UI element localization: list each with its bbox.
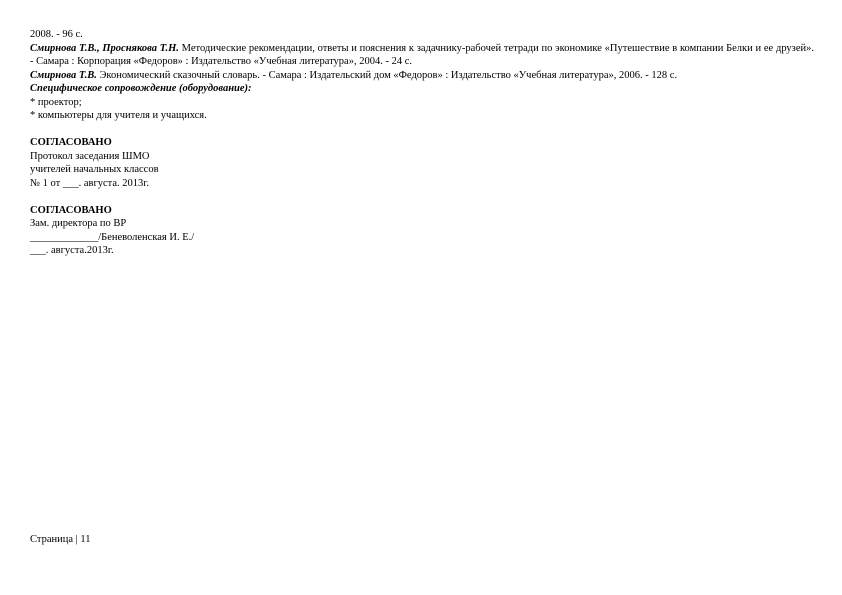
approval-2-line: Зам. директора по ВР xyxy=(30,218,127,229)
reference-1-authors: Смирнова Т.В., Проснякова Т.Н. xyxy=(30,42,179,54)
spacer xyxy=(30,123,814,137)
approval-2-heading: СОГЛАСОВАНО xyxy=(30,204,112,216)
spacer xyxy=(30,190,814,204)
equipment-item: * компьютеры для учителя и учащихся. xyxy=(30,110,207,121)
document-page xyxy=(30,28,814,258)
reference-1-text: Методические рекомендации, ответы и пояснения к задачнику-рабочей тетради по экономике «Путешествие в компании Белки и ее друзей». - Самара : Корпорация «Федоров» : Издательство «Учебная литература», 2004. - 24 с. xyxy=(30,42,814,67)
reference-2-authors: Смирнова Т.В. xyxy=(30,69,97,81)
approval-2-line: ___. августа.2013г. xyxy=(30,245,114,256)
approval-1-line: № 1 от ___. августа. 2013г. xyxy=(30,177,150,189)
approval-1-line: Протокол заседания ШМО xyxy=(30,150,150,162)
equipment-heading: Специфическое сопровождение (оборудование): xyxy=(30,83,252,94)
reference-2-text: Экономический сказочный словарь. - Самара : Издательский дом «Федоров» : Издательство «Учебная литература», 2006. - 128 с. xyxy=(96,69,678,81)
page-number-footer: Страница | 11 xyxy=(30,534,91,545)
reference-entry-1 xyxy=(30,42,814,69)
approval-1-heading: СОГЛАСОВАНО xyxy=(30,137,112,148)
reference-entry-2 xyxy=(30,69,814,83)
equipment-item: * проектор; xyxy=(30,96,82,108)
reference-tail-line: 2008. - 96 с. xyxy=(30,29,83,40)
approval-2-line: _____________/Беневоленская И. Е./ xyxy=(30,231,195,243)
approval-1-line: учителей начальных классов xyxy=(30,164,159,175)
